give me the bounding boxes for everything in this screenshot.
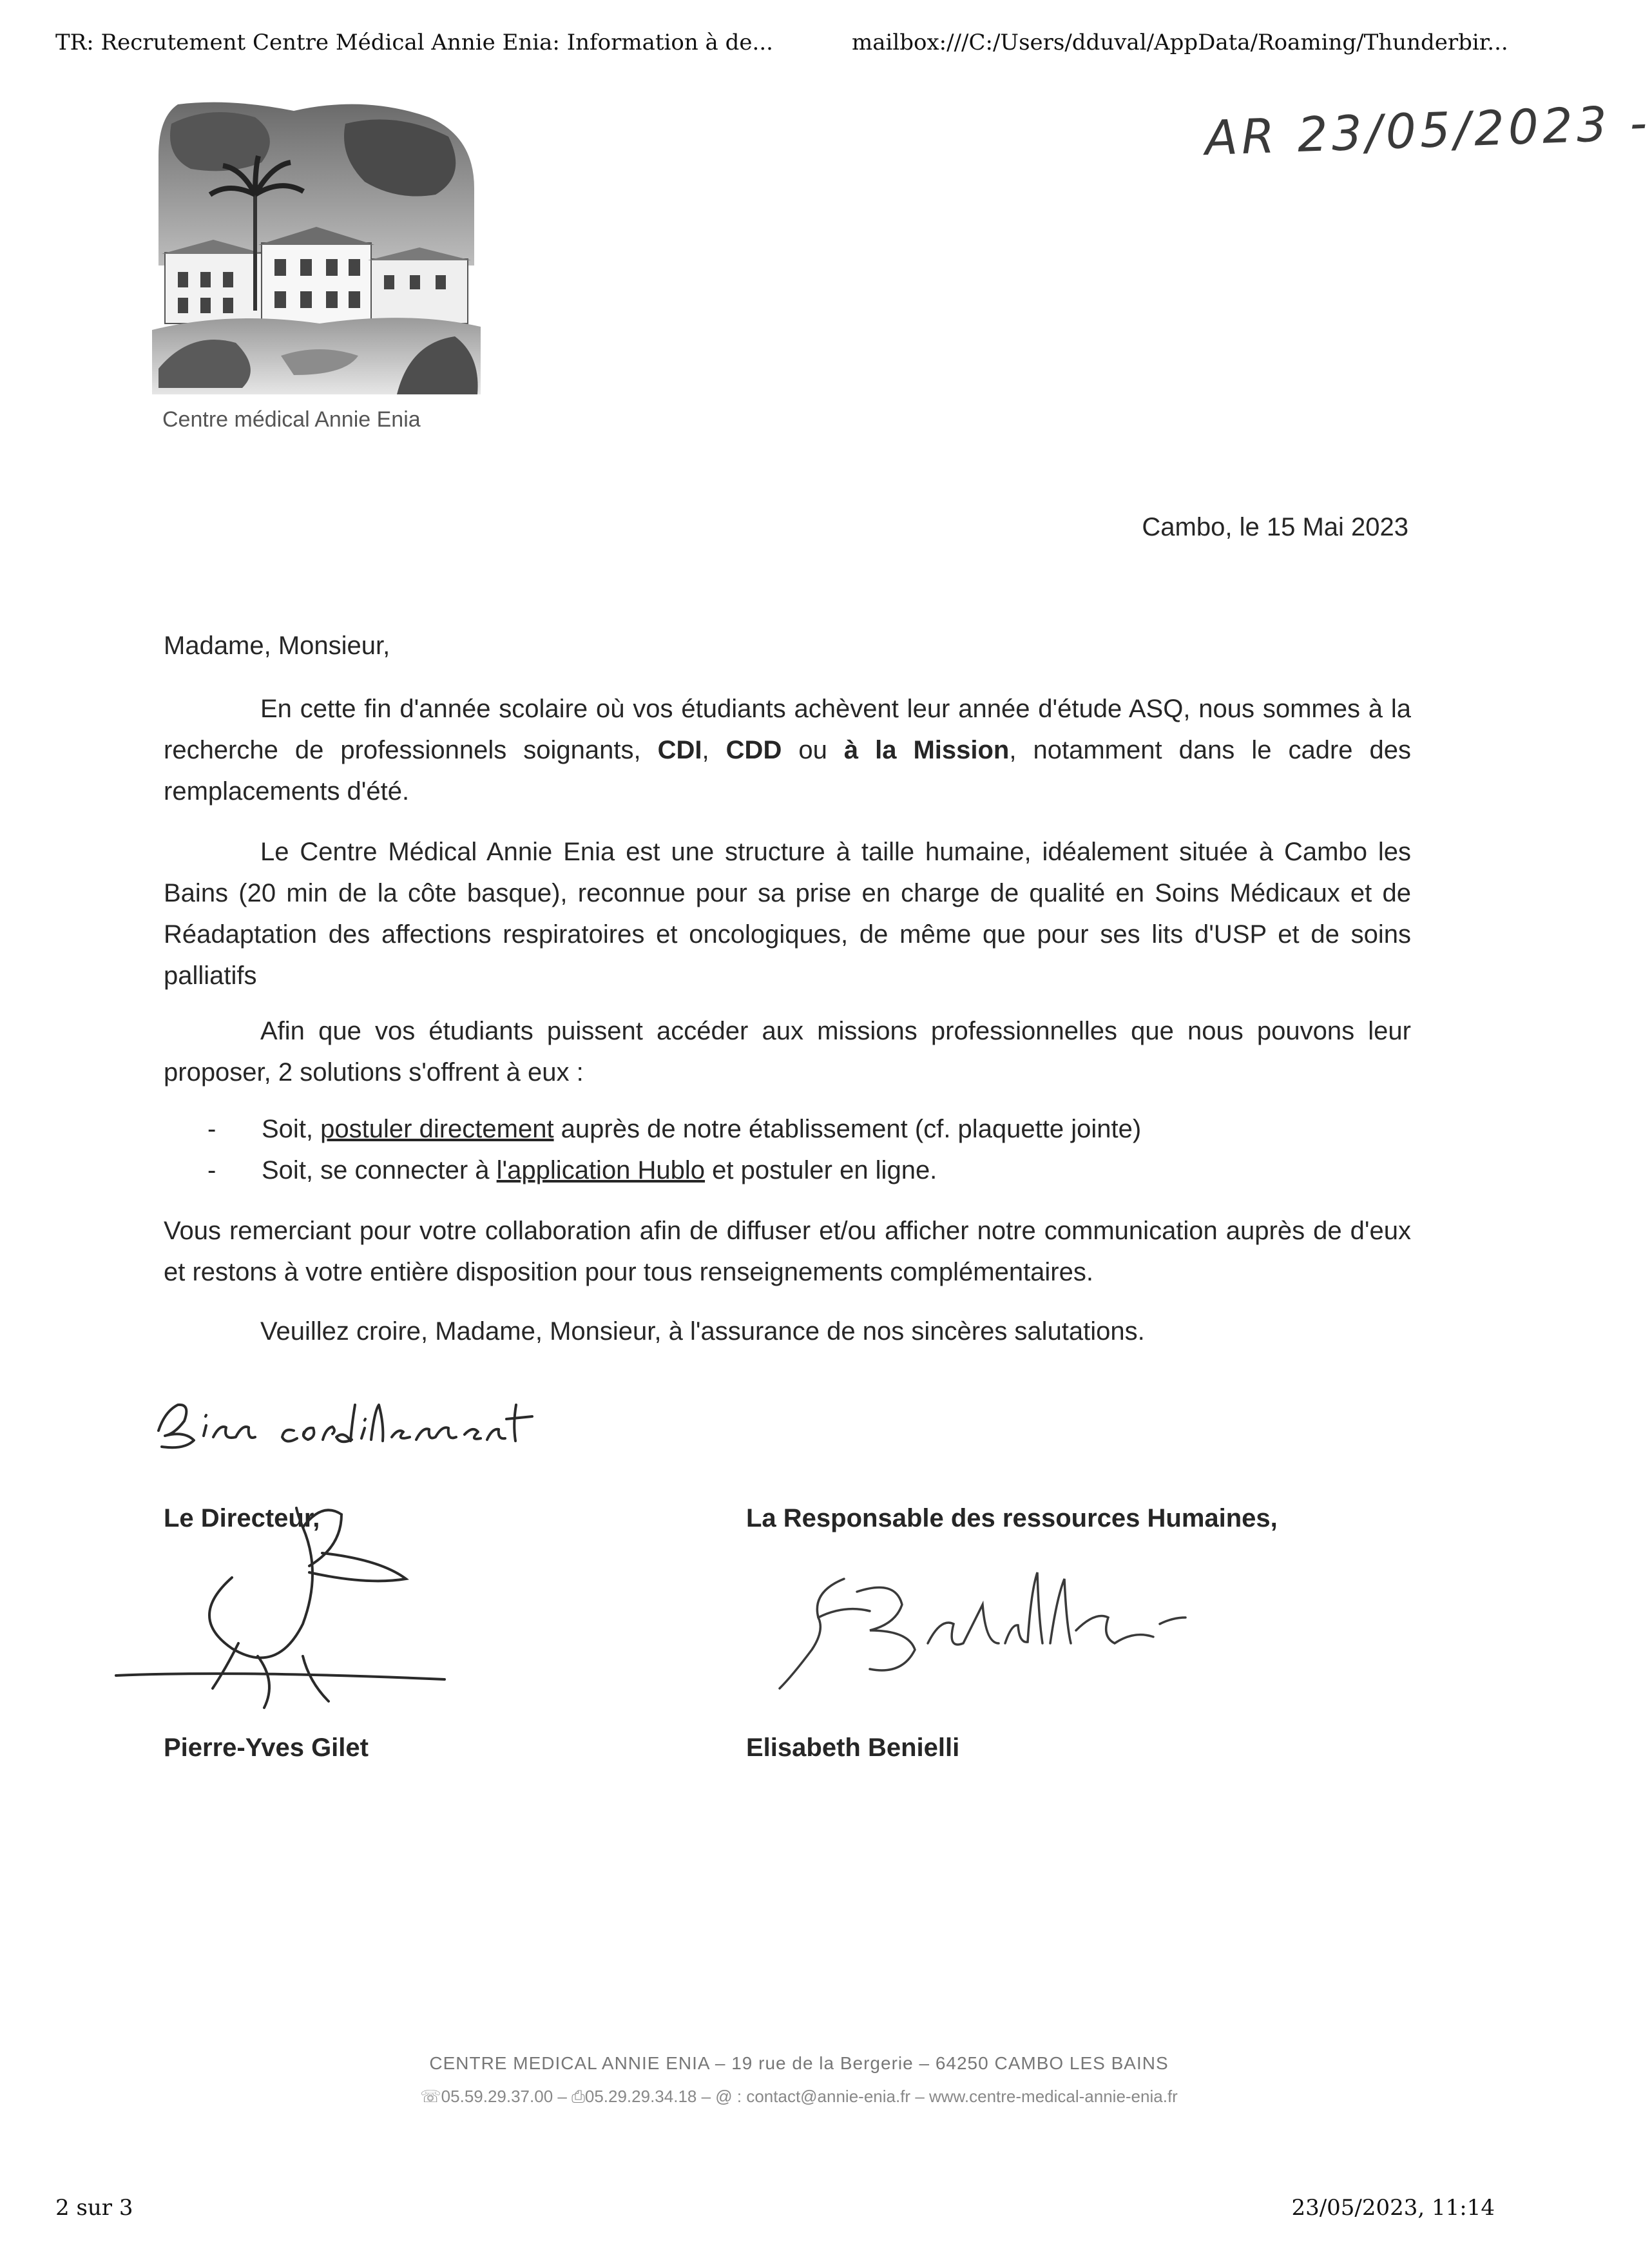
hublo-link[interactable]: l'application Hublo [496, 1156, 706, 1184]
handwritten-closing [139, 1386, 552, 1463]
paragraph-1: En cette fin d'année scolaire où vos étudiants achèvent leur année d'étude ASQ, nous sommes à la recherche de professionnels soignants, CDI, CDD ou à la Mission, notamment dans le cadre des remplacements d'été. [164, 695, 1412, 806]
signature-icon [773, 1553, 1211, 1708]
print-datetime: 23/05/2023, 11:14 [1291, 2195, 1495, 2221]
paragraph-4: Vous remerciant pour votre collaboration afin de diffuser et/ou afficher notre communication auprès de d'eux et restons à votre entière disposition pour tous renseignements complémentaires. [164, 1217, 1411, 1286]
bullet-item: - Soit, se connecter à l'application Hublo et postuler en ligne. [207, 1156, 937, 1184]
signatory-left-title: Le Directeur, [164, 1504, 320, 1532]
letterhead-contact: ☏05.59.29.37.00 – ⎙05.29.29.34.18 – @ : contact@annie-enia.fr – www.centre-medical-annie-enia.fr [420, 2087, 1178, 2106]
page-number: 2 sur 3 [55, 2195, 133, 2221]
received-stamp: AR 23/05/2023 - [1204, 95, 1652, 167]
letter-salutation: Madame, Monsieur, [164, 632, 390, 660]
letter-date: Cambo, le 15 Mai 2023 [1142, 513, 1408, 541]
paragraph-5: Veuillez croire, Madame, Monsieur, à l'assurance de nos sincères salutations. [260, 1317, 1145, 1346]
email-subject-header: TR: Recrutement Centre Médical Annie Enia: Information à de... [55, 30, 773, 55]
mailbox-url-header: mailbox:///C:/Users/dduval/AppData/Roaming/Thunderbir... [852, 30, 1508, 55]
postuler-link[interactable]: postuler directement [320, 1115, 554, 1143]
building-sketch-icon [152, 98, 481, 394]
logo-caption: Centre médical Annie Enia [162, 407, 421, 432]
director-signature [110, 1489, 470, 1708]
signatory-right-name: Elisabeth Benielli [746, 1734, 960, 1762]
bullet-item: - Soit, postuler directement auprès de notre établissement (cf. plaquette jointe) [207, 1115, 1142, 1143]
center-logo-illustration [152, 98, 481, 394]
signatory-right-title: La Responsable des ressources Humaines, [746, 1504, 1278, 1532]
paragraph-3: Afin que vos étudiants puissent accéder aux missions professionnelles que nous pouvons leur proposer, 2 solutions s'offrent à eux : [164, 1017, 1411, 1087]
paragraph-2: Le Centre Médical Annie Enia est une structure à taille humaine, idéalement située à Cambo les Bains (20 min de la côte basque), reconnue pour sa prise en charge de qualité en Soins Médicaux et de Réadaptation des affections respiratoires et oncologiques, de même que pour ses lits d'USP et de soins palliatifs [164, 838, 1411, 990]
signature-icon [110, 1489, 470, 1708]
signatory-left-name: Pierre-Yves Gilet [164, 1734, 369, 1762]
handwriting-icon [139, 1386, 552, 1463]
letterhead-address: CENTRE MEDICAL ANNIE ENIA – 19 rue de la Bergerie – 64250 CAMBO LES BAINS [429, 2053, 1169, 2073]
hr-signature [773, 1553, 1211, 1708]
